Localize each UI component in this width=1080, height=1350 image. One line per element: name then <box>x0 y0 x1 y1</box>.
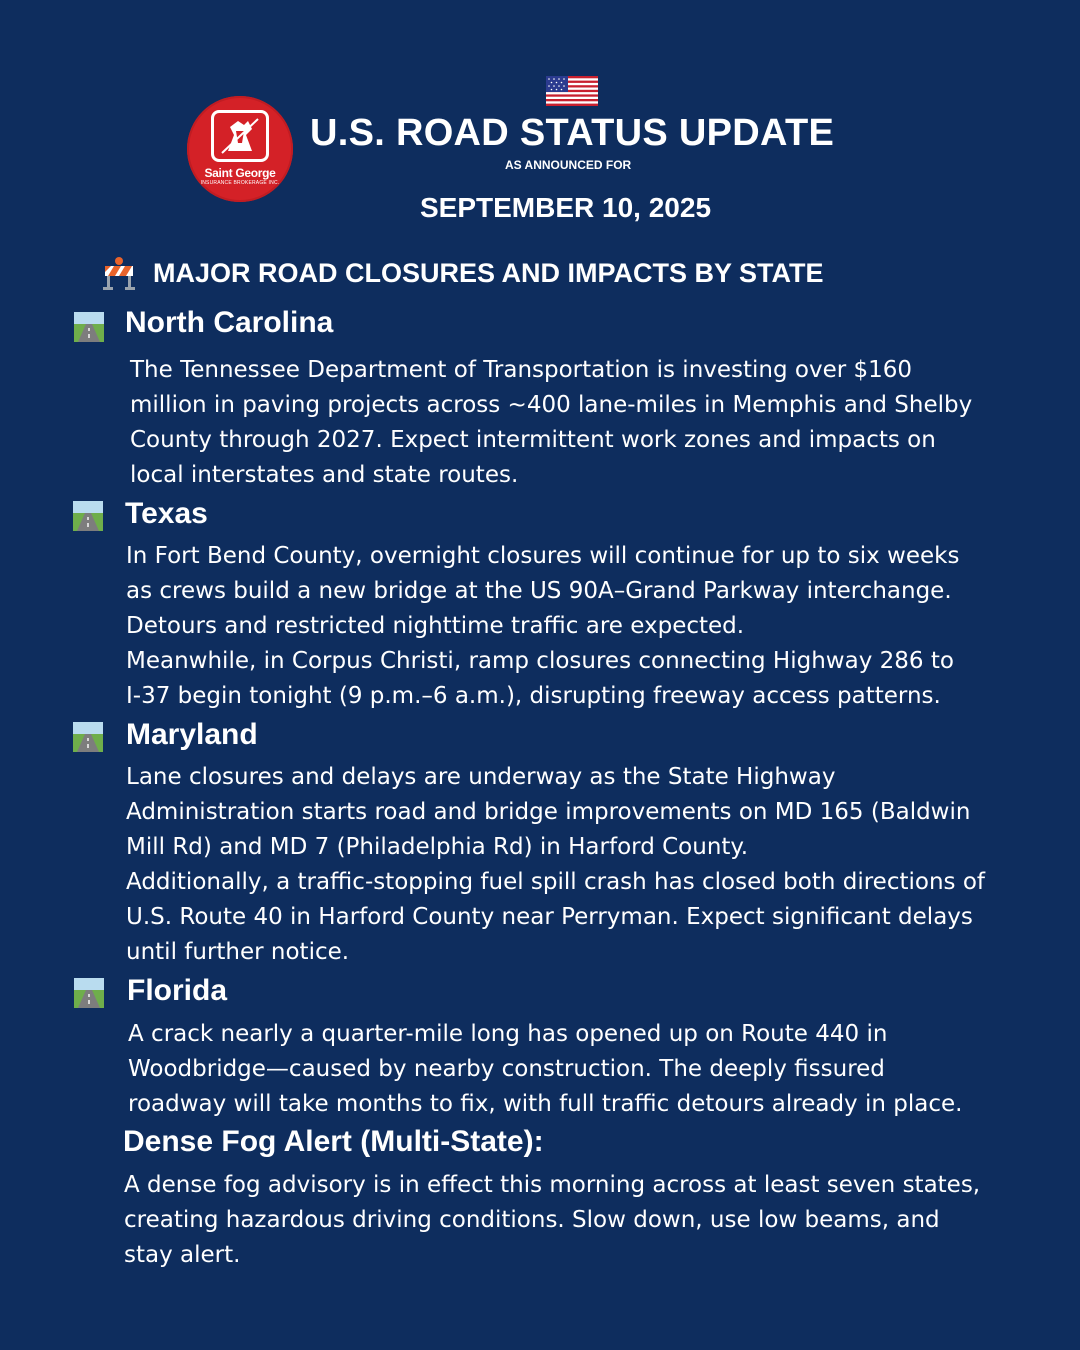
description-line: as crews build a new bridge at the US 90A–Grand Parkway interchange. <box>126 578 952 604</box>
road-icon <box>73 722 103 752</box>
logo-name: Saint George <box>204 166 276 180</box>
description-line: U.S. Route 40 in Harford County near Perryman. Expect significant delays <box>126 904 973 930</box>
description-line: Mill Rd) and MD 7 (Philadelphia Rd) in Harford County. <box>126 834 749 860</box>
description-line: A dense fog advisory is in effect this morning across at least seven states, <box>124 1172 981 1198</box>
description-line: stay alert. <box>124 1242 241 1268</box>
saint-george-logo <box>187 96 293 202</box>
fog-alert-title: Dense Fog Alert (Multi-State): <box>123 1125 544 1158</box>
state-title-florida: Florida <box>127 974 228 1007</box>
page-title: U.S. ROAD STATUS UPDATE <box>310 112 835 154</box>
logo-subtext: INSURANCE BROKERAGE INC. <box>200 180 280 186</box>
page-subtitle: AS ANNOUNCED FOR <box>505 158 632 172</box>
state-description-florida <box>128 1017 962 1122</box>
description-line: Administration starts road and bridge improvements on MD 165 (Baldwin <box>126 799 971 825</box>
announcement-date: SEPTEMBER 10, 2025 <box>420 192 712 223</box>
description-line: Detours and restricted nighttime traffic are expected. <box>126 613 745 639</box>
description-line: In Fort Bend County, overnight closures will continue for up to six weeks <box>126 543 960 569</box>
description-line: local interstates and state routes. <box>130 462 519 488</box>
state-description-north-carolina <box>130 353 972 493</box>
description-line: Woodbridge—caused by nearby construction. The deeply fissured <box>128 1056 885 1082</box>
knight-icon <box>214 113 266 159</box>
road-icon <box>74 978 104 1008</box>
description-line: A crack nearly a quarter-mile long has opened up on Route 440 in <box>128 1021 888 1047</box>
state-description-texas <box>126 539 959 714</box>
description-line: Additionally, a traffic-stopping fuel spill crash has closed both directions of <box>126 869 985 895</box>
section-heading: MAJOR ROAD CLOSURES AND IMPACTS BY STATE <box>153 258 824 288</box>
state-title-north-carolina: North Carolina <box>125 306 334 339</box>
state-title-texas: Texas <box>125 497 208 530</box>
fog-alert-description <box>124 1168 980 1273</box>
description-line: Meanwhile, in Corpus Christi, ramp closures connecting Highway 286 to <box>126 648 954 674</box>
description-line: I-37 begin tonight (9 p.m.–6 a.m.), disrupting freeway access patterns. <box>126 683 941 709</box>
description-line: County through 2027. Expect intermittent work zones and impacts on <box>130 427 936 453</box>
description-line: creating hazardous driving conditions. Slow down, use low beams, and <box>124 1207 940 1233</box>
description-line: The Tennessee Department of Transportation is investing over $160 <box>130 357 913 383</box>
state-title-maryland: Maryland <box>126 718 258 751</box>
road-icon <box>74 312 104 342</box>
us-flag-icon <box>546 76 598 106</box>
description-line: roadway will take months to fix, with full traffic detours already in place. <box>128 1091 963 1117</box>
description-line: Lane closures and delays are underway as the State Highway <box>126 764 836 790</box>
construction-barrier-icon <box>101 256 137 290</box>
logo-emblem <box>211 110 269 162</box>
road-icon <box>73 501 103 531</box>
description-line: until further notice. <box>126 939 350 965</box>
description-line: million in paving projects across ~400 lane-miles in Memphis and Shelby <box>130 392 973 418</box>
state-description-maryland <box>126 760 985 970</box>
